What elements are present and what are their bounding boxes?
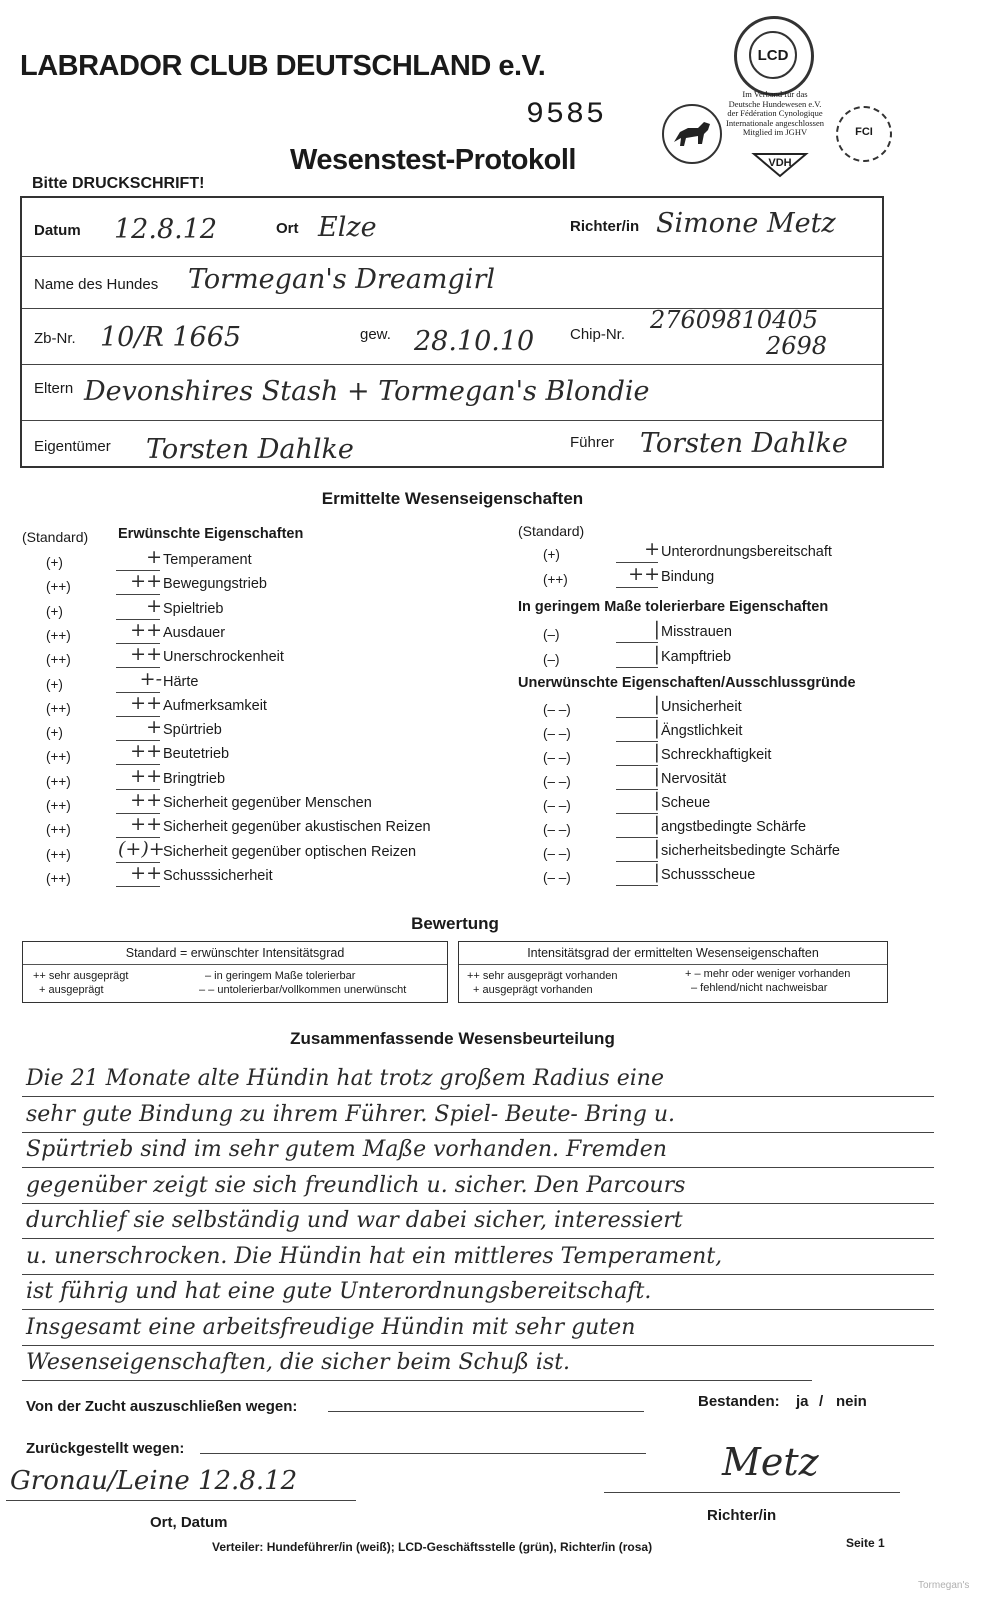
legend-item: – fehlend/nicht nachweisbar xyxy=(691,982,828,994)
legend-item: + ausgeprägt vorhanden xyxy=(473,984,593,996)
ort-datum-value: Gronau/Leine 12.8.12 xyxy=(10,1466,298,1496)
bestanden-nein: nein xyxy=(836,1393,867,1410)
traits-section-title: Ermittelte Wesenseigenschaften xyxy=(321,489,584,508)
trait-rating-mark: | xyxy=(653,717,660,739)
trait-name: Beutetrieb xyxy=(163,746,230,763)
summary-line-text: Wesenseigenschaften, die sicher beim Schuß ist. xyxy=(26,1350,571,1375)
summary-line-text: u. unerschrocken. Die Hündin hat ein mittleres Temperament, xyxy=(26,1243,723,1269)
judge-signature: Metz xyxy=(722,1440,819,1484)
zurueck-line xyxy=(200,1453,646,1454)
trait-standard: (+) xyxy=(46,603,63,619)
summary-ruled-line xyxy=(22,1203,934,1204)
chip-label: Chip-Nr. xyxy=(570,326,626,343)
trait-name: Sicherheit gegenüber Menschen xyxy=(163,795,372,811)
trait-name: Spürtrieb xyxy=(163,722,222,739)
trait-name: Bringtrieb xyxy=(163,770,226,787)
trait-rating-mark: +- xyxy=(139,667,162,690)
trait-rating-mark: ++ xyxy=(130,740,162,763)
summary-ruled-line xyxy=(22,1380,812,1381)
summary-ruled-line xyxy=(22,1167,934,1168)
ort-value: Elze xyxy=(318,212,377,243)
trait-name: Temperament xyxy=(163,552,252,568)
verband-line: Im Verband für das xyxy=(742,89,808,99)
trait-standard: (++) xyxy=(46,627,71,643)
trait-rating-mark: ++ xyxy=(130,813,162,836)
trait-standard: (++) xyxy=(46,870,71,886)
row-date xyxy=(22,198,882,257)
dog-info-box xyxy=(20,196,884,468)
trait-rating-mark: + xyxy=(644,538,660,560)
chip-value-2: 2698 xyxy=(766,332,828,360)
trait-standard: (+) xyxy=(46,555,63,570)
gew-label: gew. xyxy=(360,326,391,343)
trait-rating-mark: ++ xyxy=(130,570,162,593)
trait-standard: (++) xyxy=(543,571,568,587)
verband-line: der Fédération Cynologique xyxy=(727,108,823,118)
verband-line: Internationale angeschlossen xyxy=(726,117,824,128)
trait-standard: (++) xyxy=(46,652,71,668)
summary-title: Zusammenfassende Wesensbeurteilung xyxy=(290,1029,615,1048)
summary-ruled-line xyxy=(22,1238,934,1239)
trait-name: Unsicherheit xyxy=(661,699,742,715)
trait-rating-mark: + xyxy=(146,546,162,568)
document-title: Wesenstest-Protokoll xyxy=(290,144,576,176)
trait-rating-mark: | xyxy=(653,789,660,811)
eigentuemer-value: Torsten Dahlke xyxy=(146,434,354,465)
legend-item: – – untolerierbar/vollkommen unerwünscht xyxy=(199,984,407,996)
row-registration xyxy=(22,308,882,365)
vdh-logo-text: VDH xyxy=(768,157,792,169)
trait-rating-line xyxy=(616,667,658,668)
trait-rating-mark: | xyxy=(653,618,660,640)
legend-standard xyxy=(22,941,448,1003)
trait-name: Aufmerksamkeit xyxy=(163,697,267,714)
legend-item: ++ sehr ausgeprägt vorhanden xyxy=(467,970,618,982)
trait-rating-mark: ++ xyxy=(130,643,162,666)
zucht-line xyxy=(328,1411,644,1412)
bestanden-slash: / xyxy=(819,1393,824,1410)
trait-standard: (– –) xyxy=(543,726,571,741)
summary-ruled-line xyxy=(22,1309,934,1310)
trait-rating-mark: ++ xyxy=(130,764,162,787)
trait-name: Bindung xyxy=(661,568,715,585)
trait-standard: (– –) xyxy=(543,774,571,789)
trait-name: Ängstlichkeit xyxy=(661,723,743,739)
trait-rating-mark: + xyxy=(146,716,162,739)
row-dog-name xyxy=(22,256,882,309)
lcd-logo-text: LCD xyxy=(749,31,797,79)
trait-standard: (++) xyxy=(46,773,71,789)
bewertung-title: Bewertung xyxy=(411,914,499,933)
legend-item: ++ sehr ausgeprägt xyxy=(33,970,129,982)
trait-standard: (– –) xyxy=(543,870,571,885)
chip-value-1: 27609810405 xyxy=(650,306,818,334)
legend-item: + ausgeprägt xyxy=(39,984,104,996)
trait-standard: (– –) xyxy=(543,846,571,861)
zb-label: Zb-Nr. xyxy=(34,330,76,347)
vdh-logo xyxy=(750,150,810,178)
summary-line-text: Insgesamt eine arbeitsfreudige Hündin mit sehr guten xyxy=(26,1314,636,1340)
summary-ruled-line xyxy=(22,1132,934,1133)
tolerable-title: In geringem Maße tolerierbare Eigenschaften xyxy=(518,599,829,615)
legend-item: + – mehr oder weniger vorhanden xyxy=(685,968,851,980)
verband-text xyxy=(710,90,840,138)
trait-rating-mark: | xyxy=(653,837,660,859)
trait-name: Bewegungstrieb xyxy=(163,576,267,593)
trait-rating-mark: | xyxy=(653,813,660,835)
summary-ruled-line xyxy=(22,1096,934,1097)
trait-standard: (++) xyxy=(46,822,71,838)
zurueck-label: Zurückgestellt wegen: xyxy=(26,1440,185,1457)
ort-datum-label: Ort, Datum xyxy=(150,1514,228,1531)
legend-intensity-head: Intensitätsgrad der ermittelten Wesenseigenschaften xyxy=(527,946,819,960)
trait-rating-mark: | xyxy=(653,765,660,787)
trait-name: Nervosität xyxy=(661,771,727,787)
trait-name: Schusssicherheit xyxy=(163,867,273,884)
trait-name: sicherheitsbedingte Schärfe xyxy=(661,843,840,859)
trait-rating-mark: | xyxy=(653,642,660,665)
trait-name: Ausdauer xyxy=(163,624,226,641)
trait-rating-line xyxy=(616,885,658,886)
trait-standard: (– –) xyxy=(543,702,571,717)
instruction-text: Bitte DRUCKSCHRIFT! xyxy=(32,175,205,192)
richter-label: Richter/in xyxy=(570,218,640,235)
standard-label-left: (Standard) xyxy=(22,529,89,545)
eigentuemer-label: Eigentümer xyxy=(34,438,111,455)
trait-name: Spieltrieb xyxy=(163,600,224,617)
bestanden-label: Bestanden: xyxy=(698,1393,780,1410)
row-owner xyxy=(22,420,882,468)
fuehrer-label: Führer xyxy=(570,434,615,451)
dog-name-value: Tormegan's Dreamgirl xyxy=(188,264,495,295)
datum-label: Datum xyxy=(34,222,81,239)
trait-standard: (++) xyxy=(46,846,71,862)
trait-standard: (++) xyxy=(46,798,71,813)
summary-line-text: Spürtrieb sind im sehr gutem Maße vorhanden. Fremden xyxy=(26,1137,667,1162)
fci-logo-text: FCI xyxy=(855,126,873,138)
trait-rating-mark: + xyxy=(146,594,162,617)
trait-name: Schreckhaftigkeit xyxy=(661,747,772,763)
datum-value: 12.8.12 xyxy=(114,214,218,245)
trait-rating-mark: | xyxy=(653,861,660,883)
trait-name: Unterordnungsbereitschaft xyxy=(661,544,832,560)
trait-name: Unerschrockenheit xyxy=(163,649,284,666)
summary-ruled-line xyxy=(22,1274,934,1275)
ort-datum-line xyxy=(6,1500,356,1501)
dog-logo-icon xyxy=(662,104,722,164)
trait-standard: (– –) xyxy=(543,798,571,813)
trait-standard: (– –) xyxy=(543,822,571,837)
zb-value: 10/R 1665 xyxy=(100,322,242,353)
trait-standard: (++) xyxy=(46,749,71,765)
trait-rating-mark: ++ xyxy=(130,861,162,884)
summary-line-text: Die 21 Monate alte Hündin hat trotz großem Radius eine xyxy=(26,1066,664,1091)
trait-name: angstbedingte Schärfe xyxy=(661,819,807,835)
signature-line xyxy=(604,1492,900,1493)
desired-title: Erwünschte Eigenschaften xyxy=(118,526,304,542)
eltern-label: Eltern xyxy=(34,380,74,397)
trait-name: Misstrauen xyxy=(661,624,732,640)
trait-name: Sicherheit gegenüber optischen Reizen xyxy=(163,843,417,860)
trait-standard: (+) xyxy=(46,725,63,741)
trait-rating-mark: ++ xyxy=(130,789,162,811)
legend-item: – in geringem Maße tolerierbar xyxy=(205,970,356,982)
trait-rating-mark: | xyxy=(653,693,660,715)
summary-line-text: durchlief sie selbständig und war dabei sicher, interessiert xyxy=(26,1208,683,1233)
trait-name: Schussscheue xyxy=(661,867,756,883)
distribution-footer: Verteiler: Hundeführer/in (weiß); LCD-Geschäftsstelle (grün), Richter/in (rosa) xyxy=(212,1540,653,1554)
verband-line: Deutsche Hundewesen e.V. xyxy=(728,98,822,109)
trait-standard: (–) xyxy=(543,651,560,667)
trait-rating-mark: ++ xyxy=(130,618,162,641)
richter-signature-label: Richter/in xyxy=(707,1507,777,1524)
fuehrer-value: Torsten Dahlke xyxy=(640,428,848,459)
trait-rating-mark: ++ xyxy=(130,691,162,714)
trait-standard: (–) xyxy=(543,627,560,642)
trait-name: Kampftrieb xyxy=(661,648,732,665)
trait-name: Sicherheit gegenüber akustischen Reizen xyxy=(163,819,431,836)
trait-standard: (+) xyxy=(46,676,63,692)
zucht-label: Von der Zucht auszuschließen wegen: xyxy=(26,1398,298,1415)
summary-line-text: ist führig und hat eine gute Unterordnungsbereitschaft. xyxy=(26,1279,652,1304)
summary-line-text: sehr gute Bindung zu ihrem Führer. Spiel- Beute- Bring u. xyxy=(26,1101,675,1127)
trait-standard: (+) xyxy=(543,547,560,562)
summary-ruled-line xyxy=(22,1345,934,1346)
ort-label: Ort xyxy=(276,220,299,237)
trait-rating-mark: (+)+ xyxy=(118,837,165,860)
undesired-title: Unerwünschte Eigenschaften/Ausschlussgründe xyxy=(518,675,856,691)
legend-standard-head: Standard = erwünschter Intensitätsgrad xyxy=(125,946,345,960)
trait-standard: (++) xyxy=(46,579,71,595)
page-number: Seite 1 xyxy=(846,1536,885,1550)
trait-name: Härte xyxy=(163,673,199,690)
eltern-value: Devonshires Stash + Tormegan's Blondie xyxy=(84,376,650,407)
lcd-logo xyxy=(734,16,814,96)
legend-intensity xyxy=(458,941,888,1003)
trait-name: Scheue xyxy=(661,795,711,811)
gew-value: 28.10.10 xyxy=(414,326,535,357)
trait-rating-mark: ++ xyxy=(628,562,660,585)
dog-name-label: Name des Hundes xyxy=(34,276,159,293)
row-parents xyxy=(22,364,882,421)
trait-standard: (++) xyxy=(46,700,71,716)
verband-line: Mitglied im JGHV xyxy=(742,127,808,137)
club-name: LABRADOR CLUB DEUTSCHLAND e.V. xyxy=(20,50,546,82)
trait-rating-mark: | xyxy=(653,741,660,763)
watermark: Tormegan's xyxy=(918,1580,970,1591)
richter-value: Simone Metz xyxy=(656,208,836,239)
trait-standard: (– –) xyxy=(543,750,571,765)
fci-logo xyxy=(836,106,892,162)
protocol-number: 9585 xyxy=(526,98,607,132)
trait-rating-line xyxy=(616,587,658,588)
standard-label-right: (Standard) xyxy=(518,523,585,539)
bestanden-ja: ja xyxy=(796,1393,809,1410)
summary-line-text: gegenüber zeigt sie sich freundlich u. sicher. Den Parcours xyxy=(26,1172,686,1198)
trait-rating-line xyxy=(116,886,160,887)
